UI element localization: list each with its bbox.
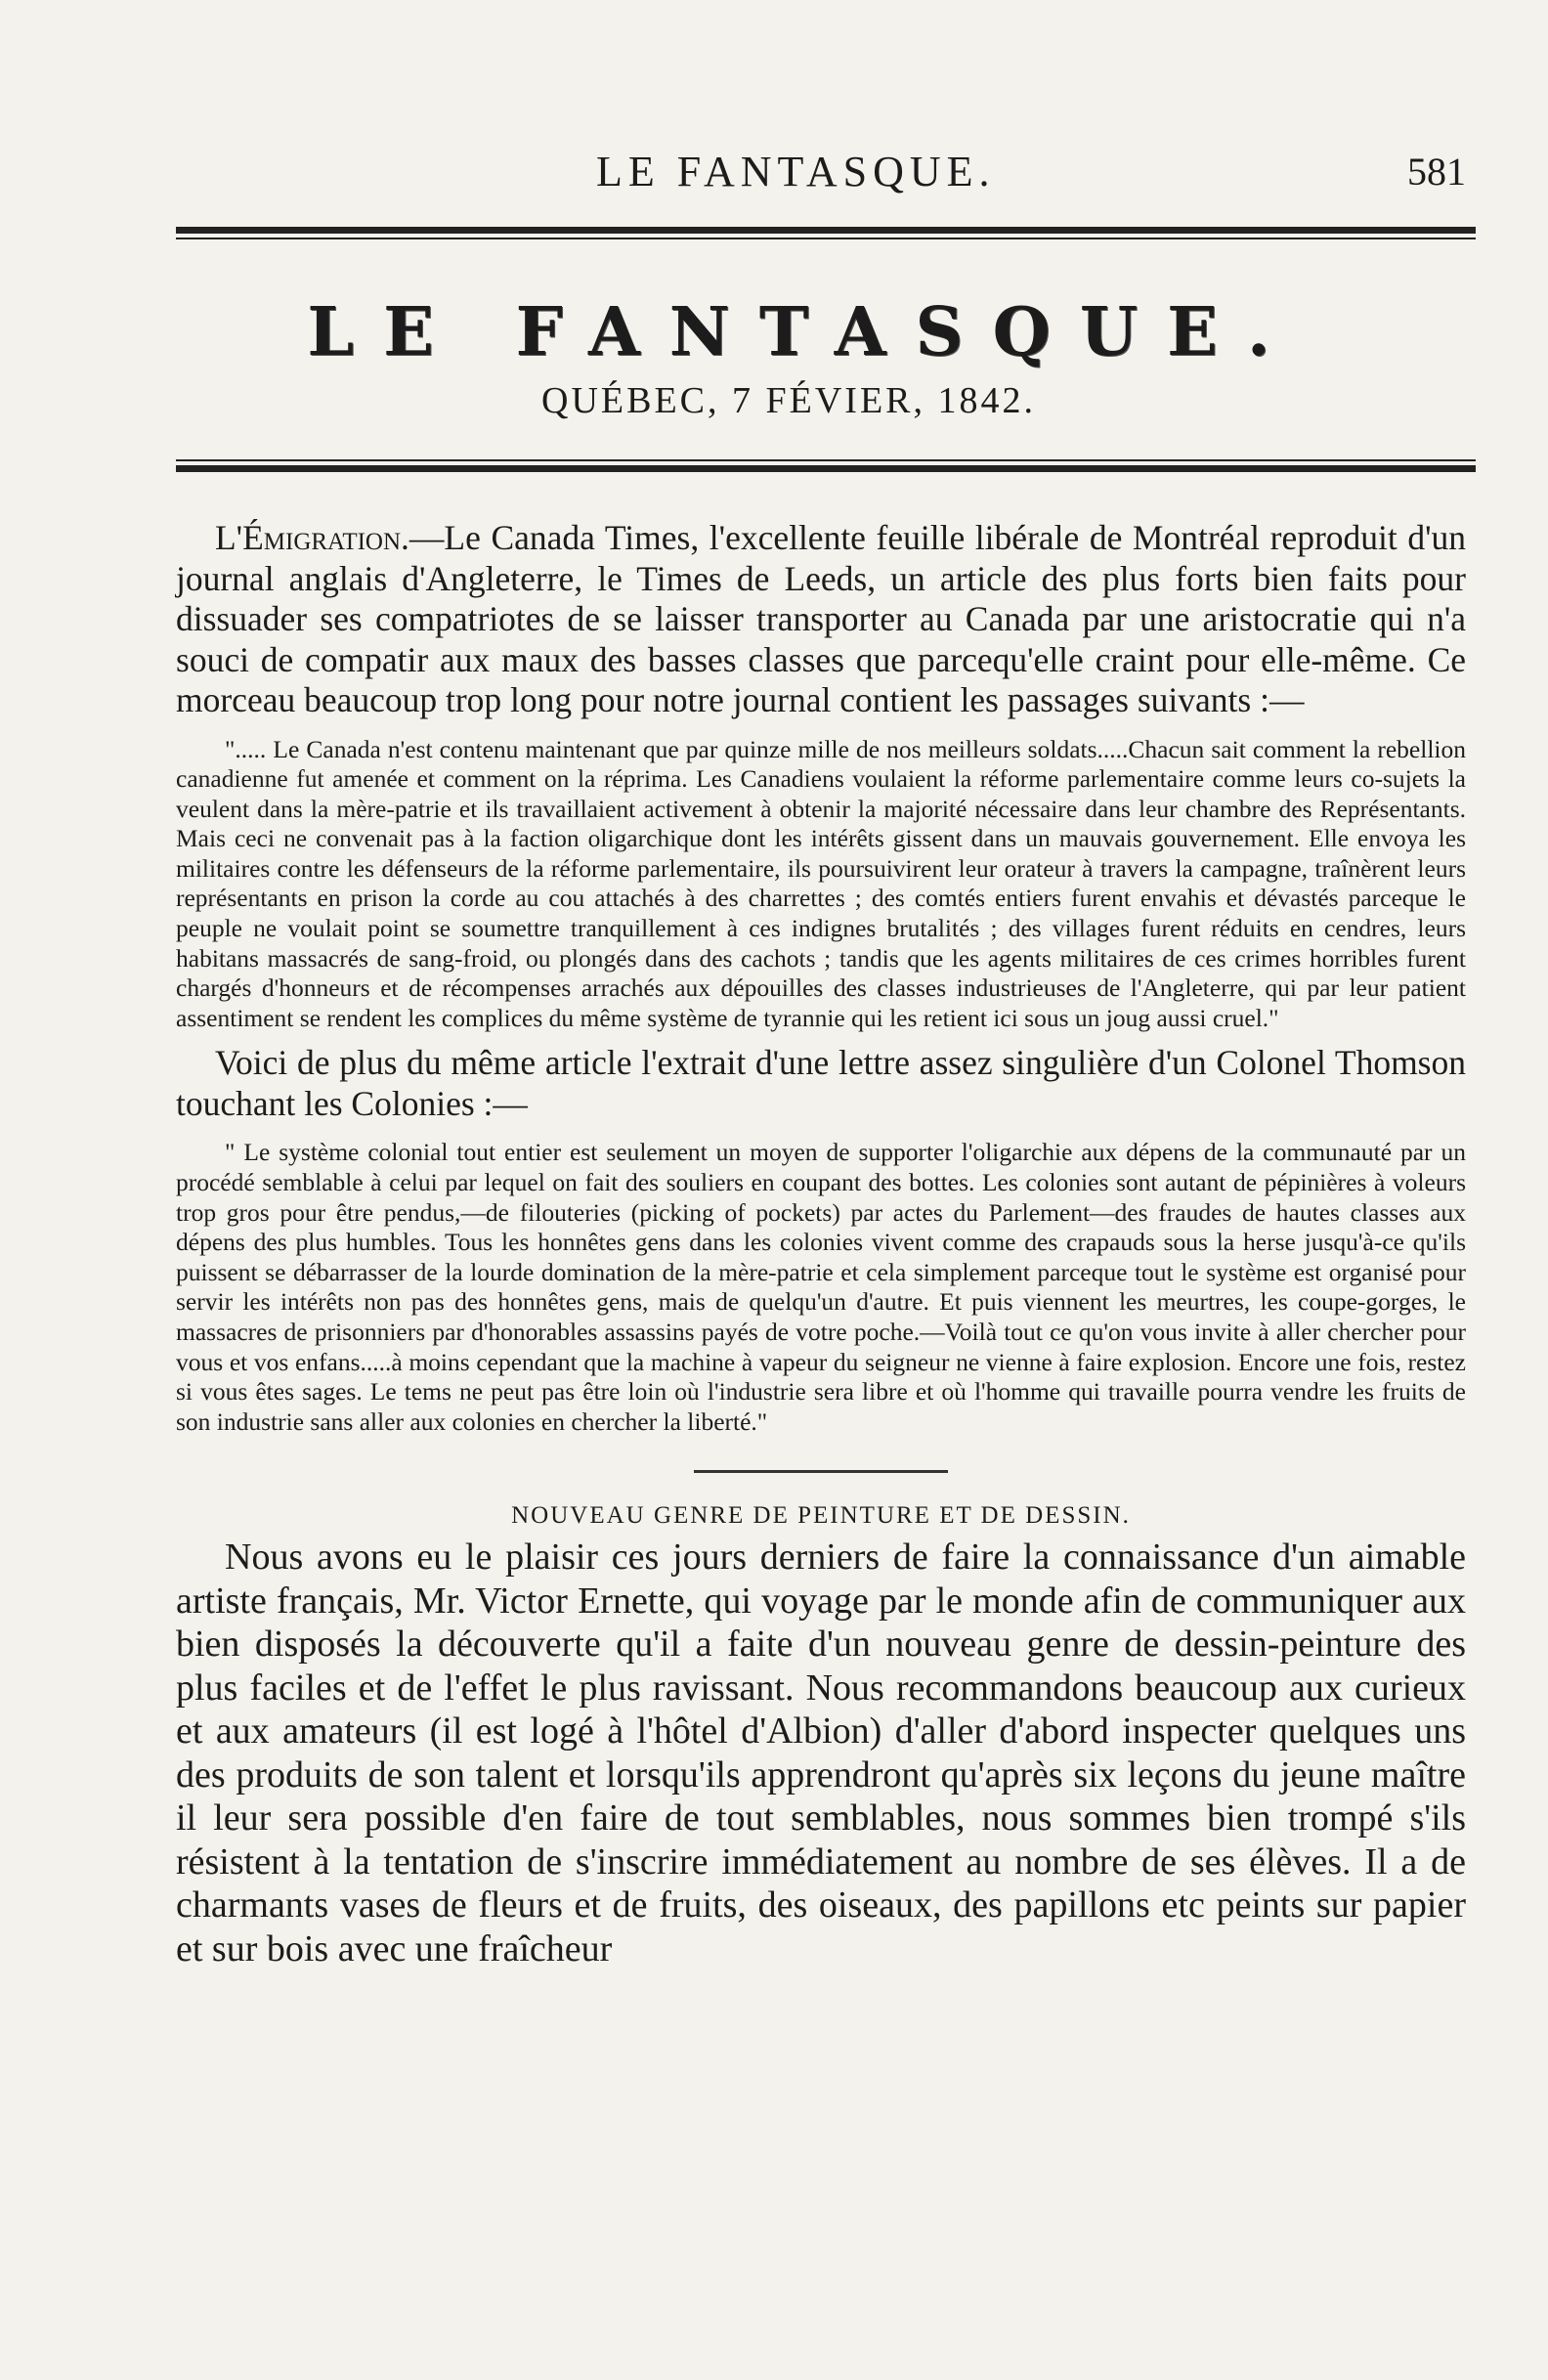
masthead — [0, 293, 1548, 422]
emigration-quote-times-text: "..... Le Canada n'est contenu maintenant que par quinze mille de nos meilleurs soldats.....Chacun sait comment la rebellion canadienne fut amenée et comment on la réprima. Les Canadiens voulaient la réforme parlementaire comme leurs co-sujets la veulent dans la mère-patrie et ils travaillaient activement à obtenir la majorité nécessaire dans leur chambre des Représentants. Mais ceci ne convenait pas à la faction oligarchique dont les intérêts gissent dans un mauvais gouvernement. Elle envoya les militaires contre les défenseurs de la réforme parlementaire, ils poursuivirent leur orateur à travers la campagne, traînèrent leurs représentants en prison la corde au cou attachés à des charrettes ; des comtés entiers furent envahis et dévastés parceque le peuple ne voulait point se soumettre tranquillement à ces indignes brutalités ; des villages furent réduits en cendres, leurs habitans massacrés de sang-froid, ou plongés dans des cachots ; tandis que les agents militaires de ces crimes horribles furent chargés d'honneurs et de récompenses arrachés aux dépouilles des classes industrieuses de l'Angleterre, qui par leur patient assentiment se rendent les complices du même système de tyrannie qui les retient ici sous un joug aussi cruel." — [176, 734, 1466, 1032]
emigration-bridge — [176, 1043, 1466, 1124]
emigration-quote-times — [176, 735, 1466, 1034]
emigration-intro — [176, 518, 1466, 721]
masthead-rule-thick — [176, 465, 1476, 472]
masthead-rule-thin — [176, 459, 1476, 461]
peinture-body-text: Nous avons eu le plaisir ces jours derniers de faire la connaissance d'un aimable artiste français, Mr. Victor Ernette, qui voyage par le monde afin de communiquer aux bien disposés la découverte qu'il a faite d'un nouveau genre de dessin-peinture des plus faciles et de l'effet le plus ravissant. Nous recommandons beaucoup aux curieux et aux amateurs (il est logé à l'hôtel d'Albion) d'aller d'abord inspecter quelques uns des produits de son talent et lorsqu'ils apprendront qu'après six leçons du jeune maître il leur sera possible d'en faire de tout semblables, nous sommes bien trompé s'ils résistent à la tentation de s'inscrire immédiatement au nombre de ses élèves. Il a de charmants vases de fleurs et de fruits, des oiseaux, des papillons etc peints sur papier et sur bois avec une fraîcheur — [176, 1536, 1466, 1969]
emigration-lead: L'Émigration. — [215, 518, 409, 557]
emigration-intro-text: —Le Canada Times, l'excellente feuille libérale de Montréal reproduit d'un journal anglais d'Angleterre, le Times de Leeds, un article des plus forts bien faits pour dissuader ses compatriotes de se laisser transporter au Canada par une aristocratie qui n'a souci de compatir aux maux des basses classes que parcequ'elle craint pour elle-même. Ce morceau beaucoup trop long pour notre journal contient les passages suivants :— — [176, 518, 1466, 719]
page-content — [176, 518, 1466, 1970]
masthead-title: LE FANTASQUE. — [307, 293, 1300, 371]
running-head — [0, 147, 1548, 205]
masthead-dateline: QUÉBEC, 7 FÉVIER, 1842. — [541, 380, 1036, 421]
header-rule-top-thin — [176, 238, 1476, 239]
running-title: LE FANTASQUE. — [596, 148, 996, 195]
emigration-quote-thomson — [176, 1138, 1466, 1437]
page-number: 581 — [1407, 150, 1466, 194]
section-divider — [694, 1470, 948, 1473]
peinture-heading: NOUVEAU GENRE DE PEINTURE ET DE DESSIN. — [511, 1502, 1131, 1530]
emigration-quote-thomson-text: " Le système colonial tout entier est seulement un moyen de supporter l'oligarchie aux dépens de la communauté par un procédé semblable à celui par lequel on fait des souliers en coupant des bottes. Les colonies sont autant de pépinières à voleurs trop gros pour être pendus,—de filouteries (picking of pockets) par actes du Parlement—des fraudes de hautes classes aux dépens des plus humbles. Tous les honnêtes gens dans les colonies vivent comme des crapauds sous la herse jusqu'à-ce qu'ils puissent se débarrasser de la lourde domination de la mère-patrie et cela simplement parceque tout le système est organisé pour servir les intérêts non pas des honnêtes gens, mais de quelqu'un d'autre. Et puis viennent les meurtres, les coupe-gorges, le massacres de prisonniers par d'honorables assassins payés de votre poche.—Voilà tout ce qu'on vous invite à aller chercher pour vous et vos enfans.....à moins cependant que la machine à vapeur du seigneur ne vienne à faire explosion. Encore une fois, restez si vous êtes sages. Le tems ne peut pas être loin où l'industrie sera libre et où l'homme qui travaille pourra vendre les fruits de son industrie sans aller aux colonies en chercher la liberté." — [176, 1138, 1466, 1436]
emigration-bridge-text: Voici de plus du même article l'extrait d'une lettre assez singulière d'un Colonel Thomson touchant les Colonies :— — [176, 1043, 1466, 1123]
peinture-body — [176, 1536, 1466, 1970]
header-rule-top — [176, 227, 1476, 234]
